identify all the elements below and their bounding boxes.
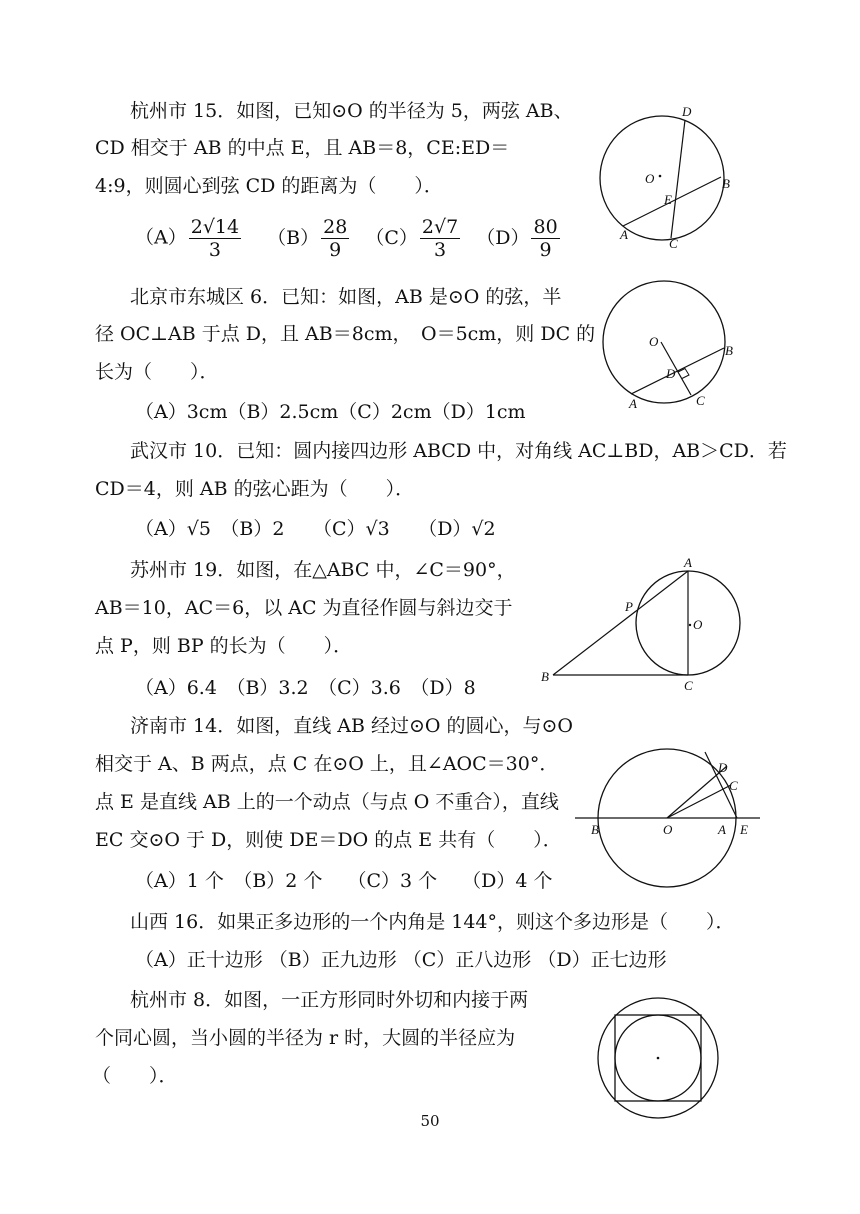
circle-o [603, 281, 725, 403]
label-e: E [664, 192, 672, 207]
figure-line-through-center [572, 748, 772, 893]
problem-4-line-3: 点 P，则 BP 的长为（ ）． [95, 635, 353, 657]
problem-3-line-2: CD＝4，则 AB 的弦心距为（ ）． [95, 478, 415, 500]
problem-5-line-2: 相交于 A、B 两点，点 C 在⊙O 上，且∠AOC＝30°． [95, 753, 559, 775]
option-c-numerator: 2√7 [421, 216, 459, 238]
option-b-denominator: 9 [329, 239, 342, 261]
problem-5-line-4: EC 交⊙O 于 D，则使 DE＝DO 的点 E 共有（ ）． [95, 829, 562, 851]
label-d: D [718, 760, 728, 775]
page-number: 50 [420, 1112, 440, 1130]
problem-6-options: （A）正十边形 （B）正九边形 （C）正八边形 （D）正七边形 [135, 949, 667, 971]
label-d: D [682, 104, 692, 119]
problem-7-line-1: 杭州市 8．如图，一正方形同时外切和内接于两 [130, 989, 529, 1011]
label-d: D [666, 366, 676, 381]
label-a: A [718, 822, 726, 837]
problem-4-line-2: AB＝10，AC＝6，以 AC 为直径作圆与斜边交于 [95, 597, 513, 619]
problem-2-line-3: 长为（ ）． [95, 361, 219, 383]
center-dot [689, 624, 691, 626]
problem-2-options: （A）3cm（B）2.5cm（C）2cm（D）1cm [135, 401, 526, 423]
problem-7-line-2: 个同心圆，当小圆的半径为 r 时，大圆的半径应为 [95, 1027, 516, 1049]
problem-2-line-2: 径 OC⊥AB 于点 D，且 AB＝8cm， O＝5cm，则 DC 的 [95, 323, 596, 345]
label-b: B [722, 176, 730, 191]
label-a: A [629, 396, 637, 411]
label-o: O [645, 171, 655, 186]
problem-4-options: （A）6.4 （B）3.2 （C）3.6 （D）8 [135, 677, 476, 699]
label-p: P [625, 599, 633, 614]
option-d-denominator: 9 [539, 239, 552, 261]
circle-o [600, 116, 724, 240]
problem-1-line-2: CD 相交于 AB 的中点 E，且 AB＝8，CE:ED＝ [95, 137, 510, 159]
problem-5-options: （A）1 个 （B）2 个 （C）3 个 （D）4 个 [135, 870, 553, 892]
figure-intersecting-chords [592, 102, 742, 254]
chord-cd [671, 120, 685, 238]
option-a-label: （A） [135, 226, 187, 249]
side-ab [553, 571, 688, 675]
figure-right-triangle-circle [536, 555, 751, 695]
label-o: O [663, 822, 673, 837]
problem-7-line-3: （ ）． [92, 1065, 178, 1087]
problem-1-line-1: 杭州市 15．如图，已知⊙O 的半径为 5，两弦 AB、 [130, 100, 573, 122]
option-d-numerator: 80 [533, 216, 558, 238]
label-c: C [729, 778, 738, 793]
problem-4-line-1: 苏州市 19．如图，在△ABC 中，∠C＝90°， [130, 559, 516, 581]
option-a-denominator: 3 [208, 239, 221, 261]
center-dot [659, 175, 662, 178]
problem-1-line-3: 4:9，则圆心到弦 CD 的距离为（ ）． [95, 175, 443, 197]
label-a: A [620, 227, 628, 242]
problem-5-line-1: 济南市 14．如图，直线 AB 经过⊙O 的圆心，与⊙O [130, 715, 574, 737]
figure-radius-perpendicular-chord [598, 278, 748, 413]
label-b: B [541, 669, 549, 684]
label-b: B [591, 822, 599, 837]
label-c: C [669, 236, 678, 251]
problem-2-line-1: 北京市东城区 6．已知：如图，AB 是⊙O 的弦，半 [130, 286, 562, 308]
label-c: C [684, 678, 693, 693]
center-dot [657, 1057, 660, 1060]
option-c-denominator: 3 [434, 239, 447, 261]
chord-ab [623, 177, 721, 226]
option-d-label: （D） [476, 226, 530, 249]
option-b-label: （B） [267, 226, 320, 249]
option-b-numerator: 28 [323, 216, 348, 238]
problem-3-options: （A）√5 （B）2 （C）√3 （D）√2 [135, 518, 496, 540]
problem-6-line-1: 山西 16．如果正多边形的一个内角是 144°，则这个多边形是（ ）． [130, 911, 735, 933]
label-o: O [693, 617, 703, 632]
figure-concentric-circles-square [594, 994, 724, 1124]
label-c: C [696, 393, 705, 408]
label-e: E [740, 822, 748, 837]
option-a-numerator: 2√14 [190, 216, 240, 238]
option-c-label: （C） [365, 226, 418, 249]
problem-5-line-3: 点 E 是直线 AB 上的一个动点（与点 O 不重合），直线 [95, 791, 559, 813]
label-o: O [649, 334, 659, 349]
label-a: A [684, 555, 692, 570]
label-b: B [725, 343, 733, 358]
problem-1-options [135, 216, 562, 261]
problem-3-line-1: 武汉市 10．已知：圆内接四边形 ABCD 中，对角线 AC⊥BD，AB＞CD．若 [130, 440, 787, 462]
